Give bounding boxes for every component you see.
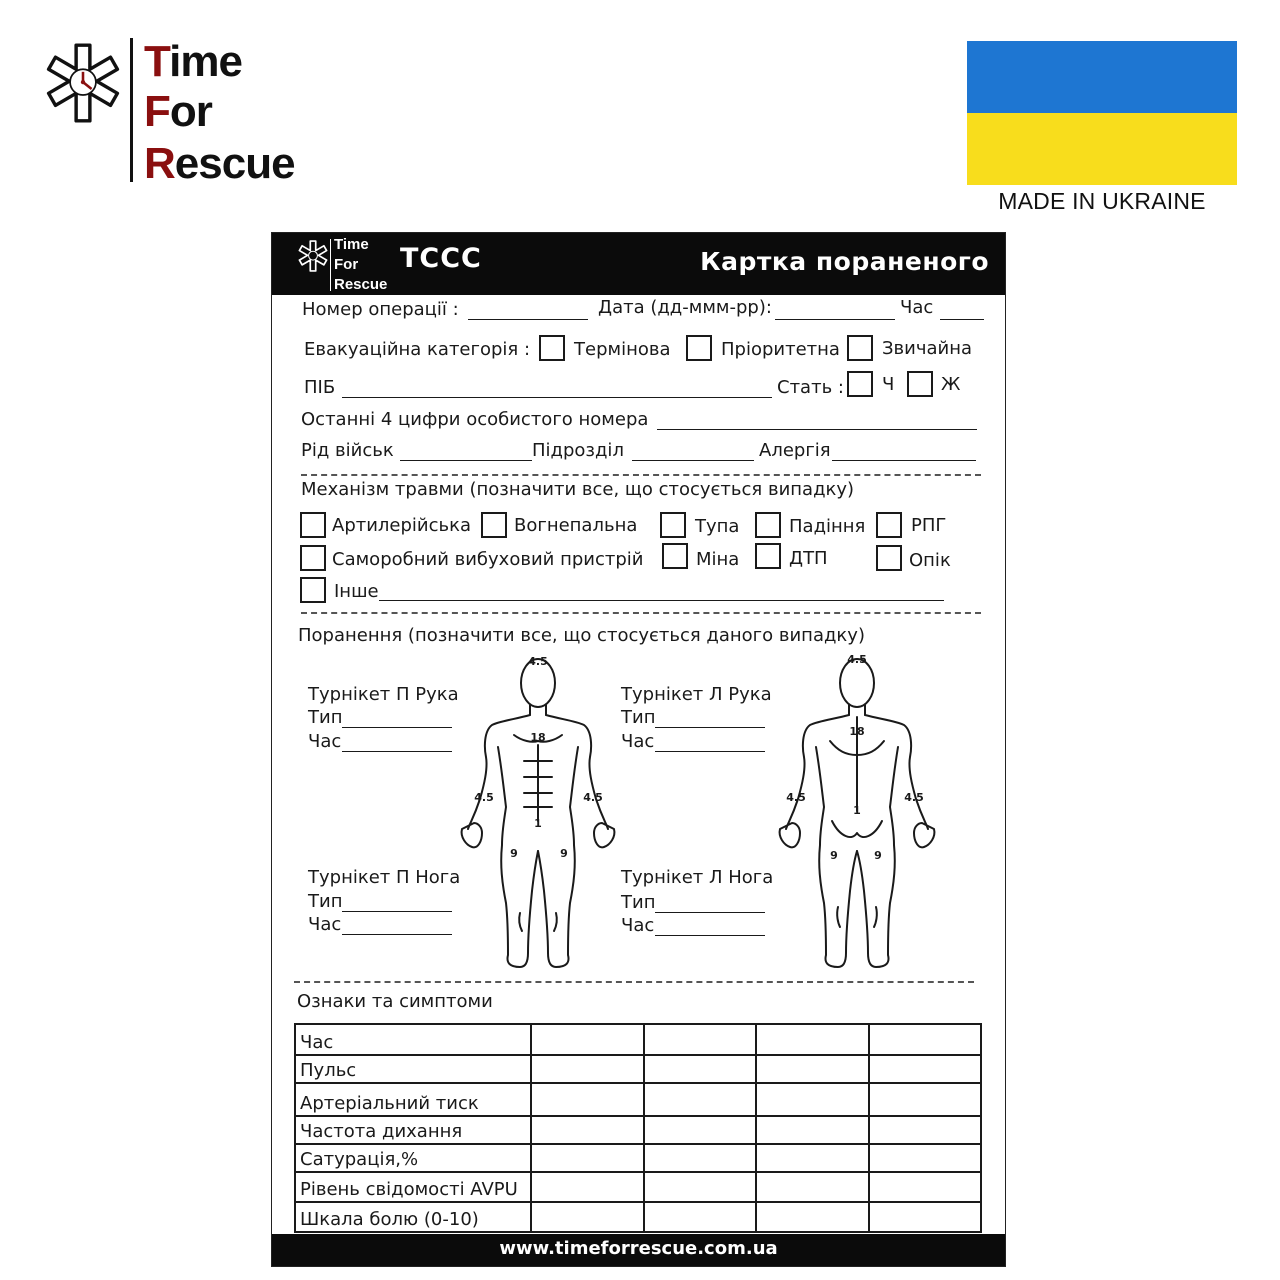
ukraine-flag [967, 41, 1237, 185]
vitals-cell[interactable] [756, 1055, 869, 1083]
branch-label: Рід військ [301, 440, 394, 461]
table-row [295, 1202, 981, 1232]
vitals-cell[interactable] [531, 1055, 644, 1083]
tourniquet-right-leg-time-label: Час [308, 914, 342, 935]
tourniquet-right-arm-time-label: Час [308, 731, 342, 752]
logo-word-for [144, 87, 212, 136]
tourniquet-left-arm-time-field[interactable] [655, 751, 765, 752]
tourniquet-right-leg-type-label: Тип [308, 891, 343, 912]
front-right-leg-label: 9 [510, 847, 518, 860]
back-right-arm-label: 4.5 [786, 791, 806, 804]
vitals-cell[interactable] [531, 1202, 644, 1232]
evac-routine-label: Звичайна [882, 338, 973, 359]
back-buttocks-label: 1 [853, 804, 861, 817]
clock-star-of-life-icon [40, 40, 126, 126]
vitals-cell[interactable] [869, 1024, 982, 1055]
body-front-diagram[interactable] [458, 651, 618, 977]
time-field[interactable] [940, 319, 984, 320]
mech-mva-label: ДТП [789, 548, 828, 569]
logo-word-rescue [144, 139, 295, 188]
mech-burn-label: Опік [909, 550, 951, 571]
vitals-cell[interactable] [756, 1172, 869, 1202]
evac-routine-checkbox[interactable] [847, 335, 873, 361]
tourniquet-left-arm-time-label: Час [621, 731, 655, 752]
mech-artillery-checkbox[interactable] [300, 512, 326, 538]
vitals-cell[interactable] [869, 1116, 982, 1144]
logo-rest: or [169, 87, 212, 136]
sex-female-label: Ж [941, 374, 961, 395]
vitals-cell[interactable] [869, 1172, 982, 1202]
vitals-cell[interactable] [531, 1144, 644, 1172]
allergy-label: Алергія [759, 440, 831, 461]
logo-divider [130, 38, 133, 182]
vitals-cell[interactable] [756, 1202, 869, 1232]
vitals-cell[interactable] [644, 1055, 757, 1083]
table-row [295, 1144, 981, 1172]
front-right-arm-label: 4.5 [474, 791, 494, 804]
vitals-cell[interactable] [869, 1202, 982, 1232]
vitals-table [294, 1023, 982, 1233]
vitals-cell[interactable] [644, 1202, 757, 1232]
date-label: Дата (дд-ммм-рр): [598, 297, 772, 318]
table-row [295, 1172, 981, 1202]
injury-title: Поранення (позначити все, що стосується даного випадку) [298, 625, 865, 646]
allergy-field[interactable] [832, 460, 976, 461]
vitals-cell[interactable] [644, 1144, 757, 1172]
operation-number-field[interactable] [468, 319, 588, 320]
vitals-cell[interactable] [644, 1024, 757, 1055]
evac-priority-label: Пріоритетна [721, 339, 840, 360]
tourniquet-right-arm-title: Турнікет П Рука [308, 684, 459, 705]
name-label: ПІБ [304, 377, 336, 398]
vitals-cell[interactable] [756, 1144, 869, 1172]
evac-urgent-checkbox[interactable] [539, 335, 565, 361]
time-label: Час [900, 297, 934, 318]
tourniquet-left-leg-time-field[interactable] [655, 935, 765, 936]
vitals-cell[interactable] [869, 1055, 982, 1083]
flag-yellow-stripe [967, 113, 1237, 185]
front-left-leg-label: 9 [560, 847, 568, 860]
vitals-cell[interactable] [531, 1024, 644, 1055]
evac-urgent-label: Термінова [574, 339, 671, 360]
tourniquet-left-leg-title: Турнікет Л Нога [621, 867, 774, 888]
name-field[interactable] [342, 397, 772, 398]
front-left-arm-label: 4.5 [583, 791, 603, 804]
mech-rpg-checkbox[interactable] [876, 512, 902, 538]
evac-priority-checkbox[interactable] [686, 335, 712, 361]
tourniquet-right-arm-type-field[interactable] [342, 727, 452, 728]
back-torso-label: 18 [849, 725, 865, 738]
unit-field[interactable] [632, 460, 754, 461]
vitals-cell[interactable] [531, 1083, 644, 1116]
header-logo-rescue: Rescue [334, 276, 388, 293]
body-back-diagram[interactable] [774, 651, 940, 977]
mech-burn-checkbox[interactable] [876, 545, 902, 571]
mech-fall-checkbox[interactable] [755, 512, 781, 538]
back-left-arm-label: 4.5 [904, 791, 924, 804]
date-field[interactable] [775, 319, 895, 320]
tourniquet-right-leg-title: Турнікет П Нога [308, 867, 461, 888]
tourniquet-left-arm-title: Турнікет Л Рука [621, 684, 772, 705]
mech-blunt-label: Тупа [695, 516, 740, 537]
tourniquet-right-leg-type-field[interactable] [342, 911, 452, 912]
back-left-leg-label: 9 [874, 849, 882, 862]
section-divider [301, 612, 981, 614]
tourniquet-left-leg-type-label: Тип [621, 892, 656, 913]
vitals-label: Сатурація,% [295, 1144, 531, 1172]
brand-logo [40, 38, 300, 188]
card-footer-url[interactable]: www.timeforrescue.com.ua [272, 1234, 1005, 1266]
sex-female-checkbox[interactable] [907, 371, 933, 397]
back-right-leg-label: 9 [830, 849, 838, 862]
header-logo-for: For [334, 256, 359, 273]
branch-field[interactable] [400, 460, 532, 461]
table-row [295, 1083, 981, 1116]
card-header [272, 233, 1005, 295]
vitals-cell[interactable] [756, 1083, 869, 1116]
signs-title: Ознаки та симптоми [297, 991, 493, 1012]
front-groin-label: 1 [534, 817, 542, 830]
mech-rpg-label: РПГ [911, 515, 947, 536]
tourniquet-right-leg-time-field[interactable] [342, 934, 452, 935]
vitals-label: Час [295, 1024, 531, 1055]
header-logo-divider [330, 239, 331, 291]
mech-ied-checkbox[interactable] [300, 545, 326, 571]
vitals-cell[interactable] [644, 1172, 757, 1202]
mech-blunt-checkbox[interactable] [660, 512, 686, 538]
vitals-cell[interactable] [756, 1024, 869, 1055]
vitals-label: Частота дихання [295, 1116, 531, 1144]
operation-number-label: Номер операції : [302, 299, 459, 320]
mech-gunshot-label: Вогнепальна [514, 515, 638, 536]
mech-other-checkbox[interactable] [300, 577, 326, 603]
mech-mine-label: Міна [696, 549, 740, 570]
tourniquet-right-arm-type-label: Тип [308, 707, 343, 728]
tourniquet-left-leg-type-field[interactable] [655, 912, 765, 913]
mech-artillery-label: Артилерійська [332, 515, 472, 536]
vitals-label: Рівень свідомості AVPU [295, 1172, 531, 1202]
sex-label: Стать : [777, 377, 844, 398]
logo-rest: ime [169, 37, 242, 86]
logo-rest: escue [174, 139, 295, 188]
mech-fall-label: Падіння [789, 516, 866, 537]
sex-male-checkbox[interactable] [847, 371, 873, 397]
logo-word-time [144, 37, 242, 86]
id-digits-label: Останні 4 цифри особистого номера [301, 409, 649, 430]
table-row [295, 1116, 981, 1144]
unit-label: Підрозділ [532, 440, 624, 461]
header-logo-time: Time [334, 236, 369, 253]
sex-male-label: Ч [882, 374, 895, 395]
mech-other-label: Інше [334, 581, 379, 602]
mechanism-title: Механізм травми (позначити все, що стосується випадку) [301, 479, 855, 500]
star-of-life-icon [296, 239, 330, 273]
vitals-label: Пульс [295, 1055, 531, 1083]
table-row [295, 1055, 981, 1083]
id-digits-field[interactable] [657, 429, 977, 430]
section-divider [294, 981, 974, 983]
vitals-label: Артеріальний тиск [295, 1083, 531, 1116]
card-title: Картка пораненого [700, 247, 989, 276]
mech-gunshot-checkbox[interactable] [481, 512, 507, 538]
tourniquet-right-arm-time-field[interactable] [342, 751, 452, 752]
front-torso-label: 18 [530, 731, 546, 744]
table-row [295, 1024, 981, 1055]
mech-ied-label: Саморобний вибуховий пристрій [332, 549, 644, 570]
mech-other-field[interactable] [379, 600, 944, 601]
casualty-card [271, 232, 1006, 1267]
logo-letter: R [144, 139, 175, 188]
logo-letter: F [144, 87, 170, 136]
vitals-cell[interactable] [531, 1116, 644, 1144]
section-divider [301, 474, 981, 476]
mech-mva-checkbox[interactable] [755, 543, 781, 569]
back-head-label: 4.5 [847, 653, 867, 666]
vitals-cell[interactable] [756, 1116, 869, 1144]
tourniquet-left-arm-type-field[interactable] [655, 727, 765, 728]
tourniquet-left-arm-type-label: Тип [621, 707, 656, 728]
vitals-cell[interactable] [869, 1083, 982, 1116]
vitals-label: Шкала болю (0-10) [295, 1202, 531, 1232]
logo-letter: T [144, 37, 170, 86]
tourniquet-left-leg-time-label: Час [621, 915, 655, 936]
vitals-cell[interactable] [644, 1116, 757, 1144]
front-head-label: 4.5 [528, 655, 548, 668]
vitals-cell[interactable] [531, 1172, 644, 1202]
made-in-ukraine-caption: MADE IN UKRAINE [998, 188, 1206, 214]
evac-category-label: Евакуаційна категорія : [304, 339, 531, 360]
vitals-cell[interactable] [644, 1083, 757, 1116]
flag-blue-stripe [967, 41, 1237, 113]
mech-mine-checkbox[interactable] [662, 543, 688, 569]
tccc-label: TCCC [400, 243, 482, 274]
vitals-cell[interactable] [869, 1144, 982, 1172]
